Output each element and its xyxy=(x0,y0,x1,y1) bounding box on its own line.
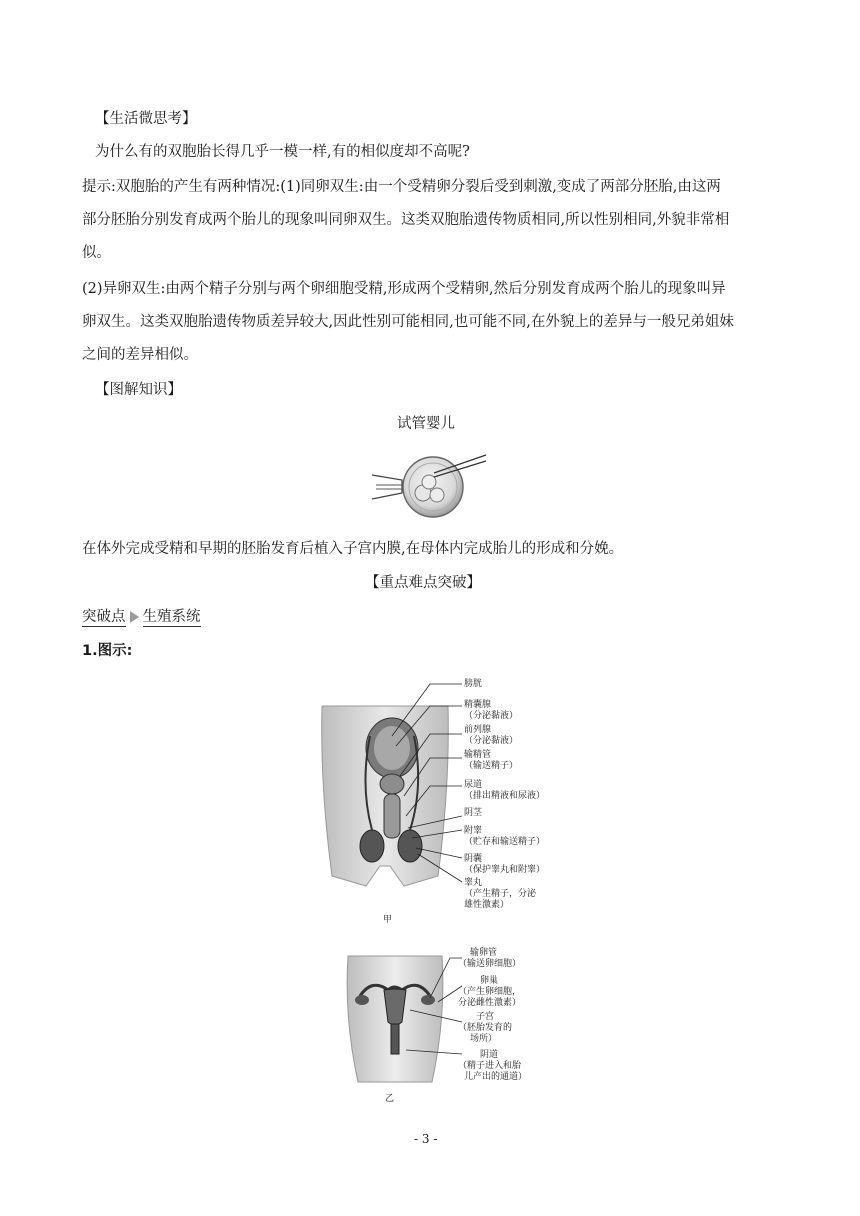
female-label-ovary-fn-1: （产生卵细胞， xyxy=(458,987,522,997)
female-label-uterus-fn-2: 场所） xyxy=(470,1034,498,1044)
male-label-bladder: 膀胱 xyxy=(464,679,483,689)
hint-line-3: 似。 xyxy=(82,245,111,261)
male-label-urethra-fn: （排出精液和尿液） xyxy=(464,791,546,801)
female-leader-lines xyxy=(400,950,464,1080)
section-heading-illustrated-knowledge: 【图解知识】 xyxy=(95,382,182,398)
male-label-urethra: 尿道 xyxy=(464,780,483,790)
section-heading-life-thinking: 【生活微思考】 xyxy=(95,111,197,127)
figure-title: 试管婴儿 xyxy=(397,416,455,432)
male-label-seminal-vesicle-fn: （分泌黏液） xyxy=(464,711,519,721)
male-label-testis: 睾丸 xyxy=(464,878,483,888)
hint-line-2: 部分胚胎分别发育成两个胎儿的现象叫同卵双生。这类双胞胎遗传物质相同,所以性别相同,外貌非常相 xyxy=(82,212,730,228)
breakthrough-label: 突破点 xyxy=(82,609,126,625)
female-label-vagina-fn-1: （精子进入和胎 xyxy=(458,1061,522,1071)
male-label-testis-fn-2: 雄性激素） xyxy=(464,900,510,910)
play-arrow-icon xyxy=(130,611,139,623)
male-label-scrotum-fn: （保护睾丸和附睾） xyxy=(464,865,546,875)
male-label-penis: 阴茎 xyxy=(464,808,483,818)
question-text: 为什么有的双胞胎长得几乎一模一样,有的相似度却不高呢? xyxy=(95,144,470,160)
section-heading-key-points: 【重点难点突破】 xyxy=(365,575,481,591)
male-label-epididymis-fn: （贮存和输送精子） xyxy=(464,837,546,847)
female-label-uterus-fn-1: （胚胎发育的 xyxy=(458,1023,513,1033)
male-label-prostate-fn: （分泌黏液） xyxy=(464,736,519,746)
hint2-line-1: (2)异卵双生:由两个精子分别与两个卵细胞受精,形成两个受精卵,然后分别发育成两个胎儿的现象叫异 xyxy=(82,281,726,297)
hint2-line-2: 卵双生。这类双胞胎遗传物质差异较大,因此性别可能相同,也可能不同,在外貌上的差异与一般兄弟姐妹 xyxy=(82,314,734,330)
female-label-ovary: 卵巢 xyxy=(480,976,499,986)
breakthrough-topic: 生殖系统 xyxy=(142,609,201,625)
male-label-scrotum: 阴囊 xyxy=(464,854,483,864)
female-label-vagina-fn-2: 儿产出的通道） xyxy=(464,1072,528,1082)
female-label-fallopian-tube: 输卵管 xyxy=(470,948,498,958)
breakthrough-row xyxy=(82,607,201,627)
male-label-vas-deferens-fn: （输送精子） xyxy=(464,761,519,771)
female-label-uterus: 子宫 xyxy=(476,1012,495,1022)
male-label-prostate: 前列腺 xyxy=(464,725,492,735)
male-leader-lines xyxy=(390,676,470,906)
female-diagram-caption: 乙 xyxy=(385,1094,395,1104)
hint2-line-3: 之间的差异相似。 xyxy=(82,347,198,363)
ivf-caption: 在体外完成受精和早期的胚胎发育后植入子宫内膜,在母体内完成胎儿的形成和分娩。 xyxy=(82,541,624,557)
ivf-illustration xyxy=(368,447,488,523)
hint-line-1: 提示:双胞胎的产生有两种情况:(1)同卵双生:由一个受精卵分裂后受到刺激,变成了两部分胚胎,由这两 xyxy=(82,179,721,195)
male-diagram-caption: 甲 xyxy=(383,915,393,925)
female-label-ovary-fn-2: 分泌雌性激素） xyxy=(458,998,522,1008)
page-number: - 3 - xyxy=(414,1132,438,1146)
male-label-testis-fn-1: （产生精子，分泌 xyxy=(464,889,537,899)
male-label-vas-deferens: 输精管 xyxy=(464,750,492,760)
item-1-label: 1.图示: xyxy=(82,643,133,659)
female-label-fallopian-tube-fn: （输送卵细胞） xyxy=(458,959,522,969)
male-label-epididymis: 附睾 xyxy=(464,826,483,836)
male-label-seminal-vesicle: 精囊腺 xyxy=(464,700,492,710)
female-label-vagina: 阴道 xyxy=(480,1050,499,1060)
